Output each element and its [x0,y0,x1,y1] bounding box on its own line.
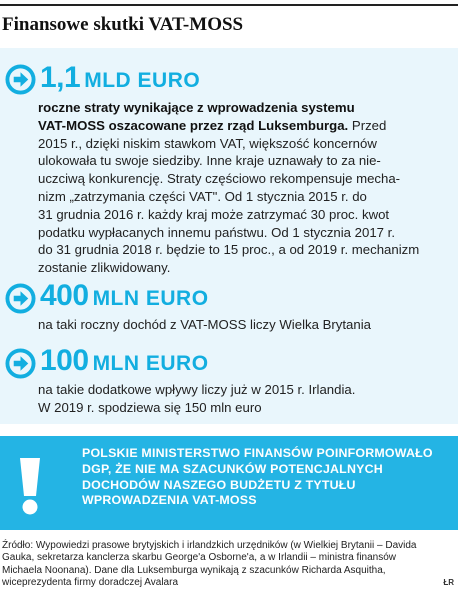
stat-1-value [40,61,200,95]
stat-1-unit: MLD EURO [84,69,201,92]
arrow-right-circle-icon [5,348,36,379]
alert-text: POLSKIE MINISTERSTWO FINANSÓW POINFORMOWAŁO DGP, ŻE NIE MA SZACUNKÓW POTENCJALNYCH DOCHODÓW NASZEGO BUDŻETU Z TYTUŁU WPROWADZENIA VAT-MOSS [82,446,433,508]
stat-3-description: na takie dodatkowe wpływy liczy już w 2015 r. Irlandia. W 2019 r. spodziewa się 150 mln euro [38,382,356,415]
exclamation-icon [11,456,49,516]
page-title: Finansowe skutki VAT-MOSS [2,14,244,35]
stats-panel [0,48,458,424]
stat-3-number: 100 [40,344,89,377]
stat-2-value [40,279,209,313]
stat-2-unit: MLN EURO [92,287,209,310]
publisher-logo: ŁR [443,578,454,587]
stat-1-description: roczne straty wynikające z wprowadzenia systemu VAT-MOSS oszacowane przez rząd Luksemburga. Przed 2015 r., dzięki niskim stawkom VAT, większość koncernów ulokowała tu swoje siedziby. Inne kraje uznawały to za nie- uczciwą konkurencję. Straty częściowo rekompensuje mecha- nizm „zatrzymania części VAT". Od 1 stycznia 2015 r. do 31 grudnia 2016 r. każdy kraj może zatrzymać 30 proc. kwot podatku wypłacanych innemu państwu. Od 1 stycznia 2017 r. do 31 grudnia 2018 r. będzie to 15 proc., a od 2019 r. mechanizm zostanie zlikwidowany. [38,100,420,276]
top-rule [0,4,458,6]
stat-3-value [40,344,209,378]
stat-3-unit: MLN EURO [92,352,209,375]
arrow-right-circle-icon [5,64,36,95]
stat-2-number: 400 [40,279,89,312]
stat-2-description: na taki roczny dochód z VAT-MOSS liczy Wielka Brytania [38,317,371,332]
alert-box [0,436,458,530]
arrow-right-circle-icon [5,283,36,314]
stat-1-number: 1,1 [40,61,81,94]
source-note: Źródło: Wypowiedzi prasowe brytyjskich i irlandzkich urzędników (w Wielkiej Brytanii – Davida Gauka, sekretarza kanclerza skarbu George'a Osborne'a, a w Irlandii – ministra finansów Michaela Noonana). Dane dla Luksemburga wynikają z szacunków Richarda Asquitha, wiceprezydenta firmy doradczej Avalara [2,540,417,589]
